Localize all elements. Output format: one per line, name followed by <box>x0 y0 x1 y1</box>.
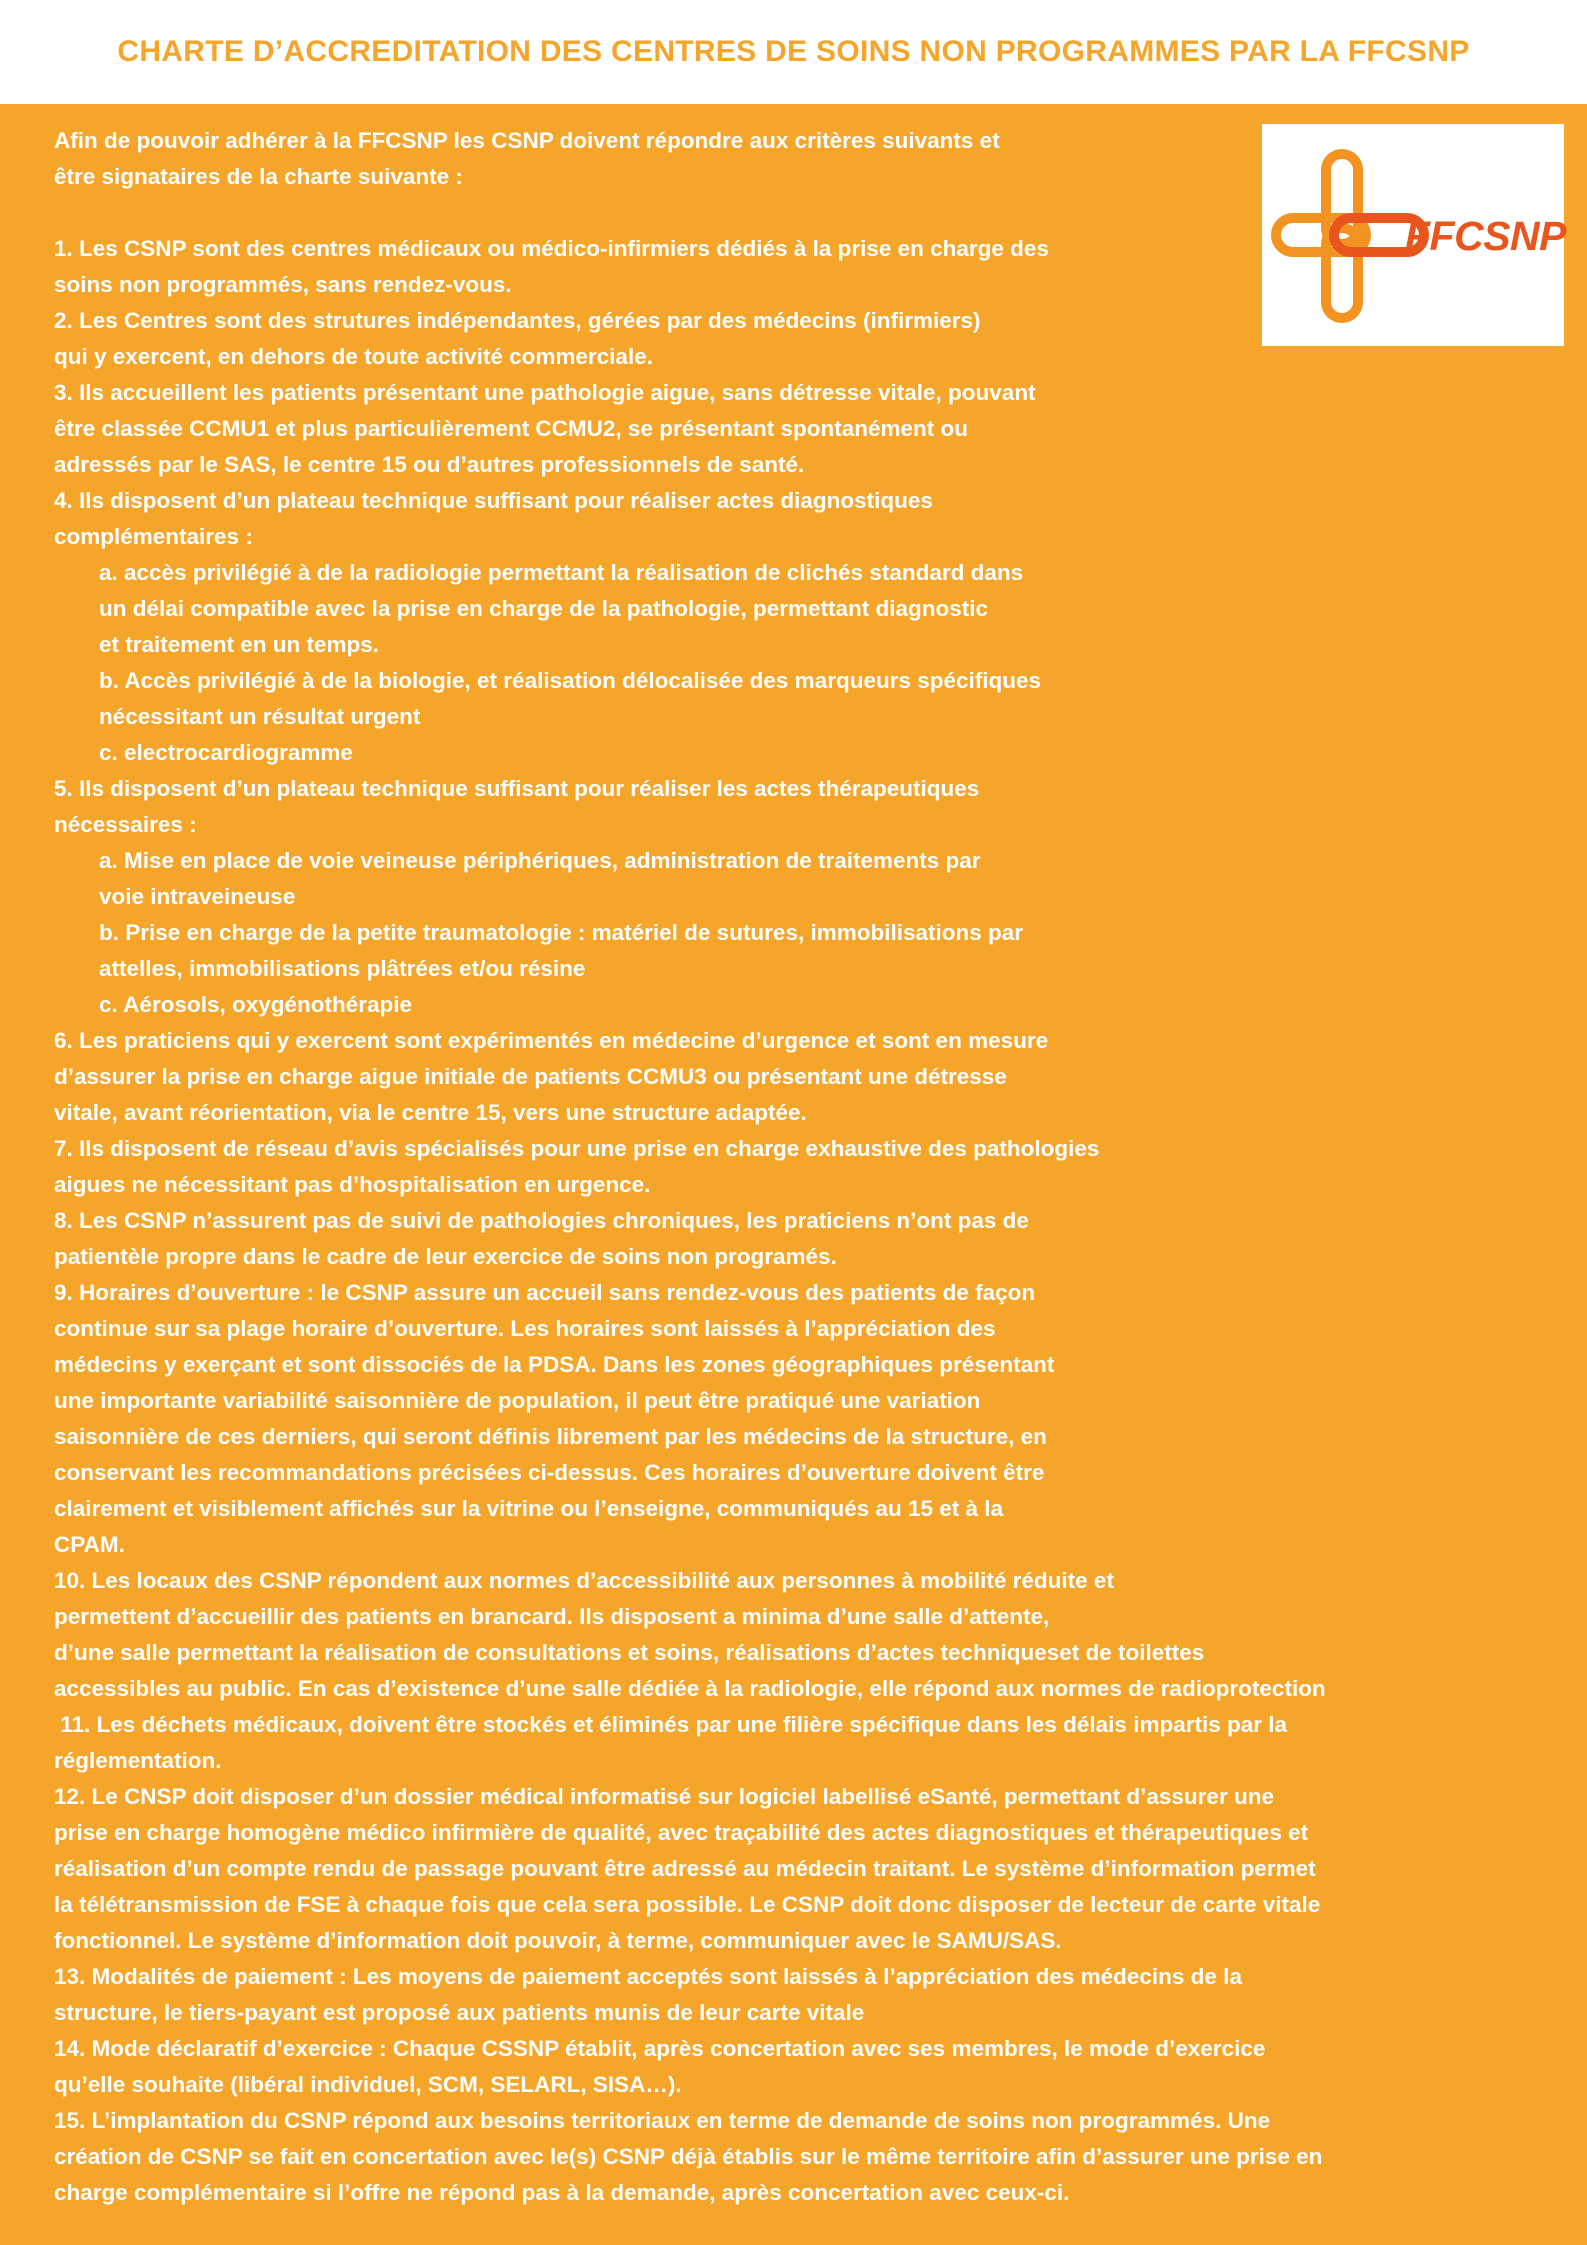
text-line: 7. Ils disposent de réseau d’avis spécialisés pour une prise en charge exhaustive des pathologies <box>54 1136 1100 1161</box>
text-line: conservant les recommandations précisées ci-dessus. Ces horaires d’ouverture doivent être <box>54 1460 1045 1485</box>
text-line: complémentaires : <box>54 524 253 549</box>
text-line: structure, le tiers-payant est proposé aux patients munis de leur carte vitale <box>54 2000 865 2025</box>
text-line: continue sur sa plage horaire d’ouverture. Les horaires sont laissés à l’appréciation des <box>54 1316 996 1341</box>
text-line: fonctionnel. Le système d’information doit pouvoir, à terme, communiquer avec le SAMU/SAS. <box>54 1928 1062 1953</box>
charter-text <box>54 123 1564 2211</box>
text-line: une importante variabilité saisonnière de population, il peut être pratiqué une variation <box>54 1388 981 1413</box>
text-line: 11. Les déchets médicaux, doivent être stockés et éliminés par une filière spécifique dans les délais impartis par la <box>54 1712 1288 1737</box>
text-line: nécessaires : <box>54 812 197 837</box>
text-line: d’une salle permettant la réalisation de consultations et soins, réalisations d’actes techniqueset de toilettes <box>54 1640 1205 1665</box>
text-line: être signataires de la charte suivante : <box>54 164 463 189</box>
text-line: Afin de pouvoir adhérer à la FFCSNP les CSNP doivent répondre aux critères suivants et <box>54 128 1000 153</box>
text-line: clairement et visiblement affichés sur la vitrine ou l’enseigne, communiqués au 15 et à la <box>54 1496 1004 1521</box>
text-line: aigues ne nécessitant pas d’hospitalisation en urgence. <box>54 1172 651 1197</box>
text-line: soins non programmés, sans rendez-vous. <box>54 272 512 297</box>
text-line: être classée CCMU1 et plus particulièrement CCMU2, se présentant spontanément ou <box>54 416 968 441</box>
text-line: médecins y exerçant et sont dissociés de la PDSA. Dans les zones géographiques présentant <box>54 1352 1055 1377</box>
text-line: 2. Les Centres sont des strutures indépendantes, gérées par des médecins (infirmiers) <box>54 308 981 333</box>
text-line: d’assurer la prise en charge aigue initiale de patients CCMU3 ou présentant une détresse <box>54 1064 1007 1089</box>
text-line: 4. Ils disposent d’un plateau technique suffisant pour réaliser actes diagnostiques <box>54 488 933 513</box>
text-line: CPAM. <box>54 1532 125 1557</box>
text-line: 1. Les CSNP sont des centres médicaux ou médico-infirmiers dédiés à la prise en charge des <box>54 236 1049 261</box>
header <box>0 0 1587 104</box>
text-line: réalisation d’un compte rendu de passage pouvant être adressé au médecin traitant. Le système d’information permet <box>54 1856 1316 1881</box>
text-line: a. accès privilégié à de la radiologie permettant la réalisation de clichés standard dans <box>99 560 1024 585</box>
text-line: la télétransmission de FSE à chaque fois que cela sera possible. Le CSNP doit donc disposer de lecteur de carte vitale <box>54 1892 1321 1917</box>
text-line: un délai compatible avec la prise en charge de la pathologie, permettant diagnostic <box>99 596 988 621</box>
text-line: 5. Ils disposent d’un plateau technique suffisant pour réaliser les actes thérapeutiques <box>54 776 980 801</box>
text-line: prise en charge homogène médico infirmière de qualité, avec traçabilité des actes diagnostiques et thérapeutiques et <box>54 1820 1309 1845</box>
text-line: 13. Modalités de paiement : Les moyens de paiement acceptés sont laissés à l’appréciation des médecins de la <box>54 1964 1242 1989</box>
text-line: accessibles au public. En cas d’existence d’une salle dédiée à la radiologie, elle répond aux normes de radioprotection <box>54 1676 1326 1701</box>
text-line: création de CSNP se fait en concertation avec le(s) CSNP déjà établis sur le même territoire afin d’assurer une prise en <box>54 2144 1323 2169</box>
text-line: et traitement en un temps. <box>99 632 380 657</box>
text-line: charge complémentaire si l’offre ne répond pas à la demande, après concertation avec ceux-ci. <box>54 2180 1070 2205</box>
intro <box>54 123 1254 195</box>
text-line: b. Accès privilégié à de la biologie, et réalisation délocalisée des marqueurs spécifiques <box>99 668 1042 693</box>
text-line: 15. L’implantation du CSNP répond aux besoins territoriaux en terme de demande de soins non programmés. Une <box>54 2108 1271 2133</box>
text-line: c. Aérosols, oxygénothérapie <box>99 992 413 1017</box>
text-line: 10. Les locaux des CSNP répondent aux normes d’accessibilité aux personnes à mobilité réduite et <box>54 1568 1114 1593</box>
text-line: saisonnière de ces derniers, qui seront définis librement par les médecins de la structure, en <box>54 1424 1047 1449</box>
text-line: c. electrocardiogramme <box>99 740 353 765</box>
text-line: qui y exercent, en dehors de toute activité commerciale. <box>54 344 653 369</box>
text-line: vitale, avant réorientation, via le centre 15, vers une structure adaptée. <box>54 1100 807 1125</box>
text-line: voie intraveineuse <box>99 884 296 909</box>
text-line: réglementation. <box>54 1748 222 1773</box>
text-line: nécessitant un résultat urgent <box>99 704 421 729</box>
text-line: permettent d’accueillir des patients en brancard. Ils disposent a minima d’une salle d’attente, <box>54 1604 1050 1629</box>
text-line: 9. Horaires d’ouverture : le CSNP assure un accueil sans rendez-vous des patients de façon <box>54 1280 1036 1305</box>
text-line: 6. Les praticiens qui y exercent sont expérimentés en médecine d’urgence et sont en mesure <box>54 1028 1049 1053</box>
text-line: b. Prise en charge de la petite traumatologie : matériel de sutures, immobilisations par <box>99 920 1024 945</box>
text-line: a. Mise en place de voie veineuse périphériques, administration de traitements par <box>99 848 981 873</box>
text-line: adressés par le SAS, le centre 15 ou d’autres professionnels de santé. <box>54 452 805 477</box>
text-line: 8. Les CSNP n’assurent pas de suivi de pathologies chroniques, les praticiens n’ont pas de <box>54 1208 1029 1233</box>
text-line: 14. Mode déclaratif d’exercice : Chaque CSSNP établit, après concertation avec ses membres, le mode d’exercice <box>54 2036 1266 2061</box>
text-line: qu’elle souhaite (libéral individuel, SCM, SELARL, SISA…). <box>54 2072 682 2097</box>
text-line: 3. Ils accueillent les patients présentant une pathologie aigue, sans détresse vitale, pouvant <box>54 380 1036 405</box>
text-line: 12. Le CNSP doit disposer d’un dossier médical informatisé sur logiciel labellisé eSanté, permettant d’assurer une <box>54 1784 1274 1809</box>
page-title: CHARTE D’ACCREDITATION DES CENTRES DE SOINS NON PROGRAMMES PAR LA FFCSNP <box>117 35 1470 68</box>
text-line: attelles, immobilisations plâtrées et/ou résine <box>99 956 586 981</box>
logo-text: FFCSNP <box>1405 213 1566 259</box>
text-line: patientèle propre dans le cadre de leur exercice de soins non programés. <box>54 1244 837 1269</box>
spacer <box>54 195 1564 231</box>
